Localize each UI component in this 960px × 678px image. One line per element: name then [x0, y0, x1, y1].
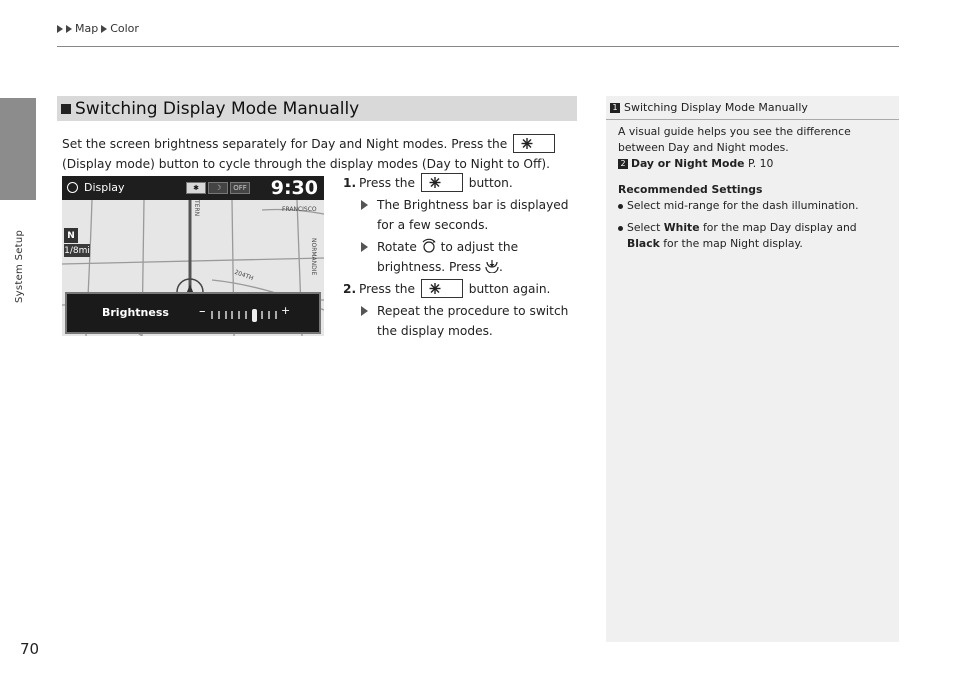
- screen-clock: 9:30: [270, 177, 318, 199]
- square-icon: [61, 104, 71, 114]
- display-screen-illustration: [62, 176, 324, 336]
- north-icon: N: [64, 228, 78, 243]
- display-mode-button-icon: [421, 279, 463, 298]
- breadcrumb-map[interactable]: Map: [75, 22, 99, 35]
- step-number: 2.: [343, 282, 357, 296]
- slider-tick: [275, 311, 277, 319]
- step-1: [343, 173, 583, 193]
- interface-dial-icon: [421, 238, 437, 254]
- side-label: System Setup: [14, 229, 25, 303]
- intro-paragraph: [62, 134, 582, 174]
- bullet-emphasis: Black: [627, 237, 660, 250]
- note-text: A visual guide helps you see the difference between Day and Night modes.: [618, 125, 851, 154]
- note-body: [618, 124, 888, 258]
- result-text: to adjust the brightness. Press: [377, 240, 519, 274]
- screen-title: Display: [84, 181, 125, 194]
- arrow-icon: [361, 242, 368, 252]
- slider-tick: [218, 311, 220, 319]
- sun-icon: ✱: [186, 182, 206, 194]
- map-pin-icon: [67, 182, 78, 193]
- slider-tick: [211, 311, 213, 319]
- moon-icon: ☽: [208, 182, 228, 194]
- page-number: 70: [20, 640, 40, 658]
- step-text: Press the: [359, 176, 415, 190]
- step-text: button again.: [468, 282, 551, 296]
- mode-indicator: [186, 182, 250, 194]
- result-text: Rotate: [377, 240, 417, 254]
- step-text: button.: [468, 176, 513, 190]
- reference-icon: 2: [618, 159, 628, 169]
- result-text: The Brightness bar is displayed for a few seconds.: [377, 198, 569, 232]
- display-mode-button-icon: [513, 134, 555, 153]
- slider-knob: [252, 309, 257, 322]
- bullet-text: Select: [627, 221, 661, 234]
- slider-tick: [245, 311, 247, 319]
- brightness-bar: [65, 292, 321, 334]
- result-text: Repeat the procedure to switch the display modes.: [377, 304, 569, 338]
- step-2: [343, 279, 583, 299]
- brightness-slider: [211, 310, 277, 320]
- step-1-rotate: [343, 237, 583, 277]
- note-sidebar: [606, 96, 899, 642]
- display-mode-button-icon: [421, 173, 463, 192]
- note-heading-text: Switching Display Mode Manually: [624, 101, 808, 114]
- brightness-plus: +: [281, 304, 291, 317]
- street-label: 204TH: [233, 268, 255, 283]
- slider-tick: [225, 311, 227, 319]
- step-number: 1.: [343, 176, 357, 190]
- street-label: FRANCISCO: [282, 206, 317, 213]
- triangle-icon: [101, 25, 107, 33]
- street-label: TERN: [193, 200, 200, 217]
- bullet-text: for the map Night display.: [663, 237, 803, 250]
- arrow-icon: [361, 200, 368, 210]
- slider-tick: [238, 311, 240, 319]
- bullet-item: [618, 198, 888, 214]
- result-text: .: [499, 260, 503, 274]
- bullet-emphasis: White: [663, 221, 700, 234]
- reference-page: P. 10: [747, 157, 774, 170]
- side-tab: [0, 98, 36, 200]
- bullet-item: [618, 220, 888, 252]
- step-2-result: [343, 301, 583, 341]
- press-icon: [485, 259, 499, 273]
- slider-tick: [261, 311, 263, 319]
- map-scale: 1/8mi: [64, 245, 90, 256]
- street-label: NORMANDIE: [310, 238, 317, 276]
- mode-off: OFF: [230, 182, 250, 194]
- step-1-result: [343, 195, 583, 235]
- arrow-icon: [361, 306, 368, 316]
- triangle-icon: [57, 25, 63, 33]
- section-title: [57, 96, 577, 121]
- note-heading: [606, 96, 899, 120]
- bullet-text: Select mid-range for the dash illumination.: [627, 199, 859, 212]
- intro-after: (Display mode) button to cycle through the display modes (Day to Night to Off).: [62, 157, 551, 171]
- reference-link[interactable]: Day or Night Mode: [631, 157, 745, 170]
- screen-topbar: [62, 176, 324, 200]
- breadcrumb: [57, 22, 139, 35]
- procedure-steps: [343, 173, 583, 343]
- brightness-label: Brightness: [102, 306, 169, 319]
- slider-tick: [231, 311, 233, 319]
- step-text: Press the: [359, 282, 415, 296]
- note-icon: 1: [610, 103, 620, 113]
- brightness-minus: –: [199, 304, 206, 319]
- triangle-icon: [66, 25, 72, 33]
- recommended-settings-title: Recommended Settings: [618, 183, 763, 196]
- bullet-text: for the map Day display and: [702, 221, 857, 234]
- header-rule: [57, 46, 899, 47]
- intro-before: Set the screen brightness separately for Day and Night modes. Press the: [62, 137, 508, 151]
- breadcrumb-color[interactable]: Color: [110, 22, 139, 35]
- section-title-text: Switching Display Mode Manually: [75, 98, 360, 119]
- slider-tick: [268, 311, 270, 319]
